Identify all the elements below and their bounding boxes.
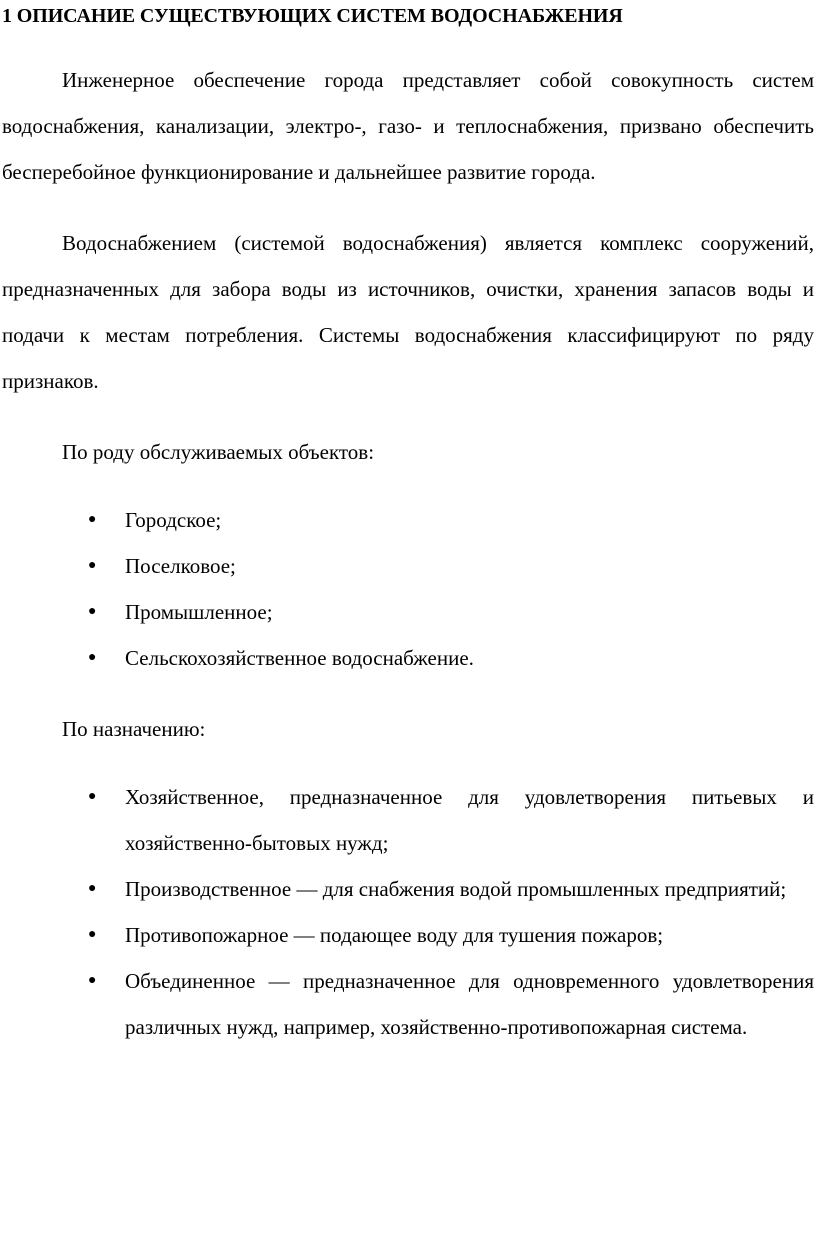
bullet-icon: ● — [88, 973, 97, 988]
bullet-icon: ● — [88, 558, 97, 573]
list-item-text: Поселковое; — [125, 554, 236, 578]
list-item-text: Производственное — для снабжения водой промышленных предприятий; — [125, 877, 787, 901]
bullet-icon: ● — [88, 789, 97, 804]
list-item-text: Хозяйственное, предназначенное для удовлетворения питьевых и хозяйственно-бытовых нужд; — [125, 785, 814, 855]
paragraph-water-supply-definition: Водоснабжением (системой водоснабжения) является комплекс сооружений, предназначенных для забора воды из источников, очистки, хранения запасов воды и подачи к местам потребления. Системы водоснабжения классифицируют по ряду признаков. — [2, 231, 814, 393]
list-item — [2, 543, 814, 589]
list-item-text: Сельскохозяйственное водоснабжение. — [125, 646, 474, 670]
list-item — [2, 497, 814, 543]
bullet-icon: ● — [88, 650, 97, 665]
list-item-text: Городское; — [125, 508, 222, 532]
bullet-icon: ● — [88, 604, 97, 619]
list-item-text: Объединенное — предназначенное для одновременного удовлетворения различных нужд, например, хозяйственно-противопожарная система. — [125, 969, 814, 1039]
list-item — [2, 774, 814, 866]
list-item — [2, 866, 814, 912]
paragraph-engineering-support: Инженерное обеспечение города представляет собой совокупность систем водоснабжения, канализации, электро-, газо- и теплоснабжения, призвано обеспечить бесперебойное функционирование и дальнейшее развитие города. — [2, 68, 814, 184]
classification-by-objects-list — [2, 497, 814, 681]
list-item — [2, 958, 814, 1050]
classification-by-objects-title: По роду обслуживаемых объектов: — [62, 440, 375, 464]
section-heading: 1 ОПИСАНИЕ СУЩЕСТВУЮЩИХ СИСТЕМ ВОДОСНАБЖЕНИЯ — [2, 5, 623, 27]
list-item — [2, 912, 814, 958]
list-item-text: Промышленное; — [125, 600, 273, 624]
list-item — [2, 635, 814, 681]
classification-by-purpose-list — [2, 774, 814, 1050]
list-item — [2, 589, 814, 635]
bullet-icon: ● — [88, 927, 97, 942]
classification-by-purpose-title: По назначению: — [62, 717, 206, 741]
bullet-icon: ● — [88, 512, 97, 527]
list-item-text: Противопожарное — подающее воду для тушения пожаров; — [125, 923, 664, 947]
bullet-icon: ● — [88, 881, 97, 896]
